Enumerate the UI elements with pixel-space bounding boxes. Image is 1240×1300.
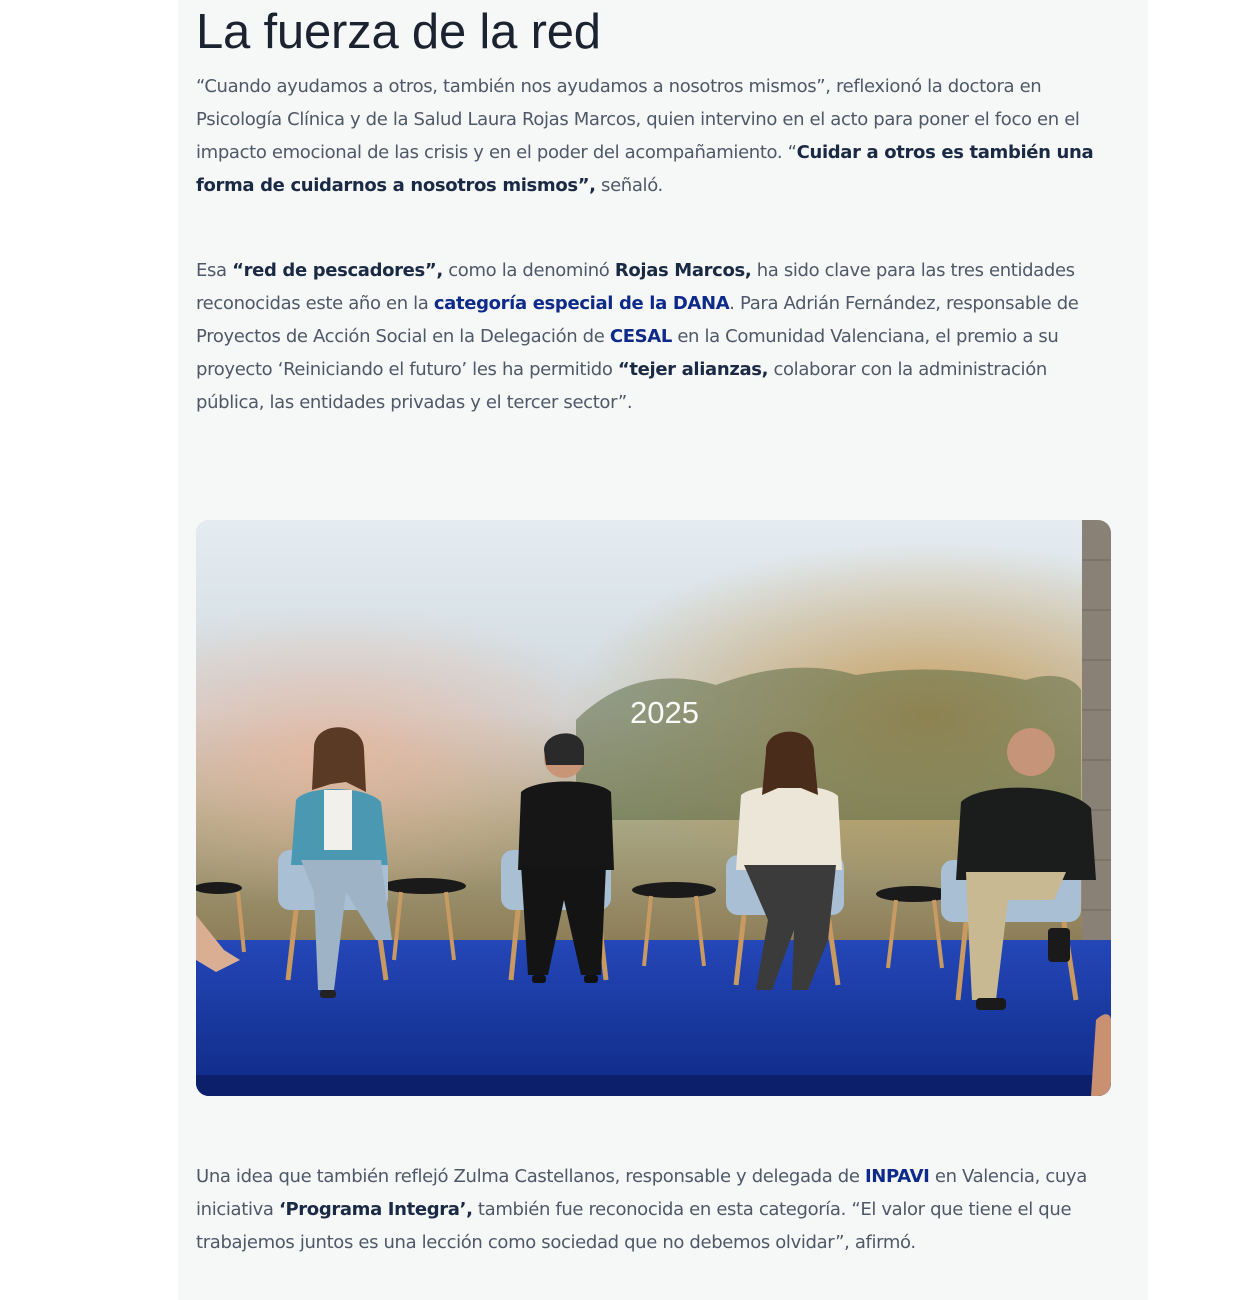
p2-bold-rojas: Rojas Marcos,	[614, 260, 752, 281]
p2-bold-alianzas: “tejer alianzas,	[617, 359, 769, 380]
p2-text-1: Esa	[196, 260, 233, 281]
p1-bold-quote: Cuidar a otros es también una forma de cuidarnos a nosotros mismos”,	[196, 142, 1094, 196]
event-photo	[196, 520, 1111, 1096]
p3-text-2: en Valencia, cuya iniciativa	[196, 1166, 1087, 1220]
p2-link-cesal[interactable]: CESAL	[609, 326, 672, 347]
p2-text-5: en la Comunidad Valenciana, el premio a su proyecto ‘Reiniciando el futuro’ les ha permitido	[196, 326, 1059, 380]
p2-text-2: como la denominó	[442, 260, 615, 281]
p2-text-6: colaborar con la administración pública, las entidades privadas y el tercer sector”.	[196, 359, 1047, 413]
article-column	[178, 0, 1148, 1300]
paragraph-laura-rojas	[196, 70, 1116, 202]
p1-text-2: señaló.	[595, 175, 663, 196]
p2-text-3: ha sido clave para las tres entidades reconocidas este año en la	[196, 260, 1075, 314]
p1-text-1: “Cuando ayudamos a otros, también nos ayudamos a nosotros mismos”, reflexionó la doctora en Psicología Clínica y de la Salud Laura Rojas Marcos, quien intervino en el acto para poner el foco en el impacto emocional de las crisis y en el poder del acompañamiento. “	[196, 76, 1080, 163]
screen-year-text: 2025	[630, 695, 699, 730]
section-title: La fuerza de la red	[196, 5, 601, 59]
p2-bold-red: “red de pescadores”,	[232, 260, 443, 281]
paragraph-red-pescadores	[196, 254, 1116, 419]
p2-link-categoria[interactable]: categoría especial de la DANA	[433, 293, 730, 314]
p3-text-3: también fue reconocida en esta categoría. “El valor que tiene el que trabajemos juntos es una lección como sociedad que no debemos olvidar”, afirmó.	[196, 1199, 1072, 1253]
p3-link-inpavi[interactable]: INPAVI	[864, 1166, 930, 1187]
p3-bold-programa: ‘Programa Integra’,	[278, 1199, 473, 1220]
p3-text-1: Una idea que también reflejó Zulma Castellanos, responsable y delegada de	[196, 1166, 865, 1187]
p2-text-4: . Para Adrián Fernández, responsable de Proyectos de Acción Social en la Delegación de	[196, 293, 1079, 347]
panel-discussion-photo	[196, 520, 1111, 1096]
paragraph-zulma	[196, 1160, 1116, 1259]
